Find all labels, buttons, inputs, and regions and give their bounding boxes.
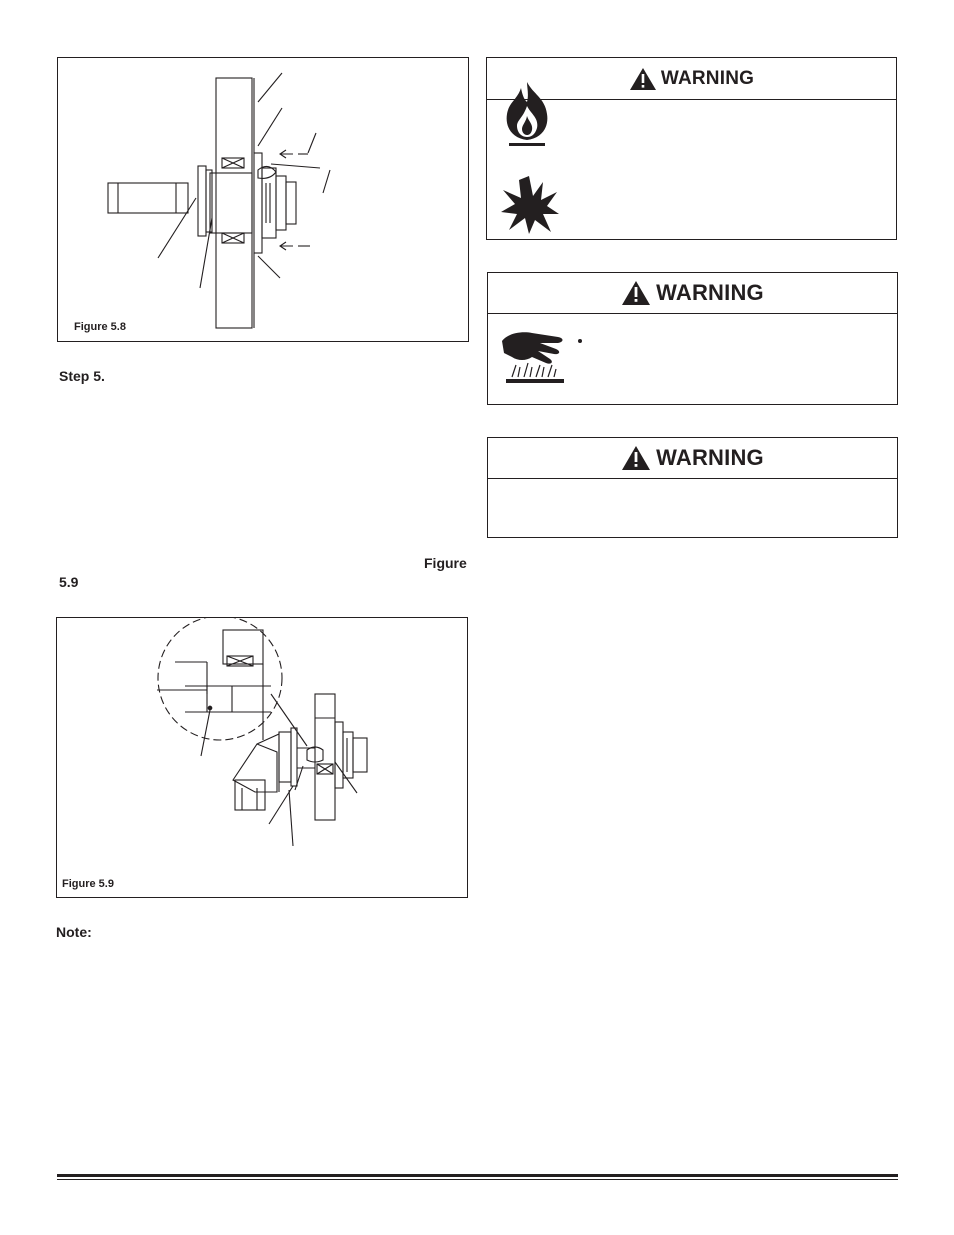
figure-5-9-drawing bbox=[57, 618, 467, 897]
step-5-label: Step 5. bbox=[59, 368, 105, 384]
figure-ref-number: 5.9 bbox=[59, 574, 79, 590]
hot-surface-hand-icon bbox=[498, 327, 570, 387]
warning-triangle-icon bbox=[621, 280, 651, 306]
fire-icon bbox=[499, 80, 555, 152]
figure-5-9-caption: Figure 5.9 bbox=[62, 878, 114, 890]
warning-box-general bbox=[487, 437, 898, 538]
warning-header bbox=[488, 438, 897, 479]
figure-5-8-drawing bbox=[58, 58, 468, 341]
warning-label: WARNING bbox=[660, 67, 755, 89]
footer-rule-thin bbox=[57, 1179, 898, 1180]
figure-5-8 bbox=[57, 57, 469, 342]
warning-header bbox=[488, 273, 897, 314]
bullet-dot bbox=[578, 339, 582, 343]
figure-5-9 bbox=[56, 617, 468, 898]
warning-box-fire-explosion bbox=[486, 57, 897, 240]
warning-triangle-icon bbox=[621, 445, 651, 471]
warning-box-hot-surface bbox=[487, 272, 898, 405]
warning-triangle-icon bbox=[629, 67, 657, 91]
figure-ref-text: Figure bbox=[424, 555, 467, 571]
note-label: Note: bbox=[56, 924, 92, 940]
figure-5-8-caption: Figure 5.8 bbox=[74, 321, 126, 333]
explosion-icon bbox=[499, 174, 561, 236]
footer-rule-thick bbox=[57, 1174, 898, 1177]
warning-label: WARNING bbox=[656, 445, 764, 470]
warning-label: WARNING bbox=[656, 280, 764, 305]
